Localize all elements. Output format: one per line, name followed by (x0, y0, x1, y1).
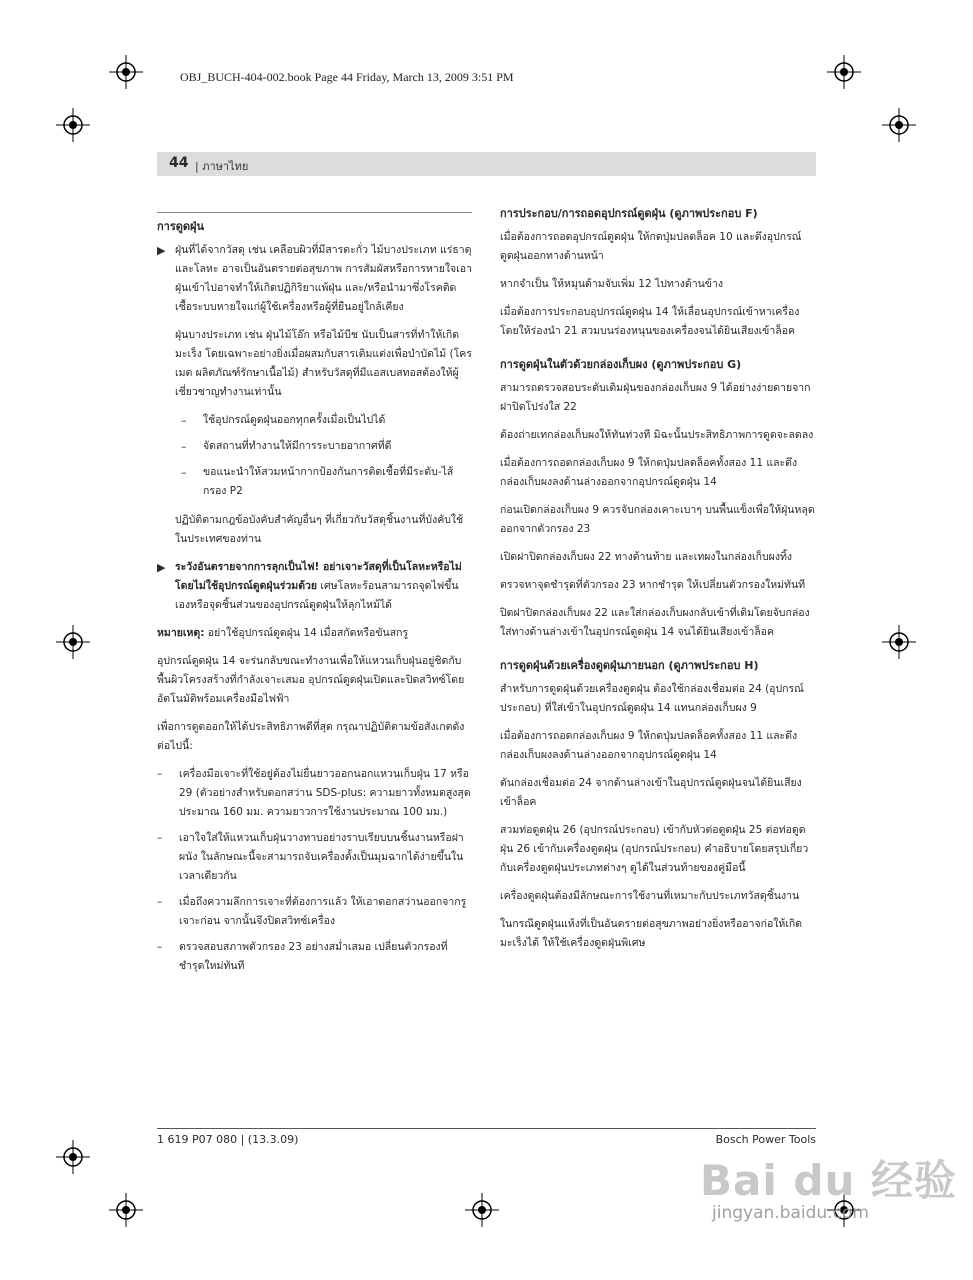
warning-bold-text: ระวังอันตรายจากการลุกเป็นไฟ! อย่าเจาะวัสดุที่เป็นโลหะหรือไม่โดยไม่ใช้อุปกรณ์ดูดฝุ่นร่วมด้วย (175, 561, 462, 592)
registration-mark-icon (56, 625, 90, 659)
registration-mark-icon (109, 1193, 143, 1227)
watermark-logo: Bai du 经验 (700, 1156, 957, 1205)
warning-fire-hazard (157, 558, 472, 615)
document-code: 1 619 P07 080 | (13.3.09) (157, 1133, 299, 1146)
list-item: – เอาใจใส่ให้แหวนเก็บฝุ่นวางทาบอย่างราบเรียบบนชิ้นงานหรือฝาผนัง ในลักษณะนี้จะสามารถจับเครื่องตั้งเป็นมุมฉากได้ง่ายขึ้นในเวลาเดียวกัน (157, 832, 464, 882)
warning-text: ปฏิบัติตามกฎข้อบังคับสำคัญอื่นๆ ที่เกี่ยวกับวัสดุชิ้นงานที่บังคับใช้ในประเทศของท่าน (175, 514, 464, 545)
paragraph: เมื่อต้องการถอดกล่องเก็บผง 9 ให้กดปุ่มปลดล็อคทั้งสอง 11 และดึงกล่องเก็บผงลงด้านล่างออกจากอุปกรณ์ดูดฝุ่น 14 (500, 457, 798, 488)
paragraph: ดันกล่องเชื่อมต่อ 24 จากด้านล่างเข้าในอุปกรณ์ดูดฝุ่นจนได้ยินเสียงเข้าล็อค (500, 777, 802, 808)
list-item: – ตรวจสอบสภาพตัวกรอง 23 อย่างสม่ำเสมอ เปลี่ยนตัวกรองที่ชำรุดใหม่ทันที (157, 941, 448, 972)
note-text: อย่าใช้อุปกรณ์ดูดฝุ่น 14 เมื่อสกัดหรือขันสกรู (204, 627, 409, 639)
paragraph: เมื่อต้องการประกอบอุปกรณ์ดูดฝุ่น 14 ให้เลื่อนอุปกรณ์เข้าหาเครื่องโดยให้ร่องนำ 21 สวมบนร่องหนุนของเครื่องจนได้ยินเสียงเข้าล็อค (500, 306, 800, 337)
warning-text: ฝุ่นบางประเภท เช่น ฝุ่นไม้โอ๊ก หรือไม้บีช นับเป็นสารที่ทำให้เกิดมะเร็ง โดยเฉพาะอย่างยิ่งเมื่อผสมกับสารเติมแต่งเพื่อบำบัดไม้ (โครเมต ผลิตภัณฑ์รักษาเนื้อไม้) สำหรับวัสดุที่มีแอสเบสทอสต้องให้ผู้เชี่ยวชาญทำงานเท่านั้น (175, 329, 472, 398)
language-label: | ภาษาไทย (195, 160, 249, 173)
section-heading: การประกอบ/การถอดอุปกรณ์ดูดฝุ่น (ดูภาพประกอบ F) (500, 207, 758, 220)
warning-arrow-icon: ▶ (157, 244, 166, 257)
registration-mark-icon (56, 1140, 90, 1174)
page-footer (157, 1128, 816, 1146)
registration-mark-icon (109, 55, 143, 89)
warning-text: เศษโลหะร้อนสามารถจุดไฟขึ้นเองหรือจุดชิ้นส่วนของอุปกรณ์ดูดฝุ่นให้ลุกไหม้ได้ (175, 580, 459, 611)
paragraph: เมื่อต้องการถอดอุปกรณ์ดูดฝุ่น ให้กดปุ่มปลดล็อค 10 และดึงอุปกรณ์ดูดฝุ่นออกทางด้านหน้า (500, 231, 802, 262)
registration-mark-icon (465, 1193, 499, 1227)
column-rule (157, 212, 472, 213)
registration-mark-icon (827, 55, 861, 89)
paragraph: เปิดฝาปิดกล่องเก็บผง 22 ทางด้านท้าย และเทผงในกล่องเก็บผงทิ้ง (500, 551, 793, 563)
page-header-bar (157, 152, 816, 176)
paragraph: ก่อนเปิดกล่องเก็บผง 9 ควรจับกล่องเคาะเบาๆ บนพื้นแข็งเพื่อให้ฝุ่นหลุดออกจากตัวกรอง 23 (500, 504, 815, 535)
file-slug: OBJ_BUCH-404-002.book Page 44 Friday, March 13, 2009 3:51 PM (180, 70, 514, 84)
watermark-url: jingyan.baidu.com (712, 1203, 869, 1223)
paragraph: หากจำเป็น ให้หมุนด้ามจับเพิ่ม 12 ไปทางด้านข้าง (500, 278, 723, 290)
left-column (157, 212, 472, 983)
right-column (500, 204, 815, 962)
warning-dust-hazard (157, 241, 472, 549)
list-item: – ใช้อุปกรณ์ดูดฝุ่นออกทุกครั้งเมื่อเป็นไปได้ (181, 414, 386, 427)
paragraph: สวมท่อดูดฝุ่น 26 (อุปกรณ์ประกอบ) เข้ากับหัวต่อดูดฝุ่น 25 ต่อท่อดูดฝุ่น 26 เข้ากับเครื่องดูดฝุ่น (อุปกรณ์ประกอบ) คำอธิบายโดยสรุปเกี่ยวกับเครื่องดูดฝุ่นประเภทต่างๆ ดูได้ในส่วนท้ายของคู่มือนี้ (500, 824, 809, 874)
list-item: – ขอแนะนำให้สวมหน้ากากป้องกันการติดเชื้อที่มีระดับ-ไส้กรอง P2 (181, 466, 454, 497)
section-heading: การดูดฝุ่นด้วยเครื่องดูดฝุ่นภายนอก (ดูภาพประกอบ H) (500, 659, 759, 672)
registration-mark-icon (882, 108, 916, 142)
paragraph: สามารถตรวจสอบระดับเติมฝุ่นของกล่องเก็บผง 9 ได้อย่างง่ายดายจากฝาปิดโปร่งใส 22 (500, 382, 811, 413)
warning-text: ฝุ่นที่ได้จากวัสดุ เช่น เคลือบผิวที่มีสารตะกั่ว ไม้บางประเภท แร่ธาตุ และโลหะ อาจเป็นอันตรายต่อสุขภาพ การสัมผัสหรือการหายใจเอาฝุ่นเข้าไปอาจทำให้เกิดปฏิกิริยาแพ้ฝุ่น และ/หรือนำมาซึ่งโรคติดเชื้อระบบหายใจแก่ผู้ใช้เครื่องหรือผู้ที่ยืนอยู่ใกล้เคียง (175, 244, 472, 313)
paragraph: เพื่อการดูดออกให้ได้ประสิทธิภาพดีที่สุด กรุณาปฏิบัติตามข้อสังเกตดังต่อไปนี้: (157, 721, 465, 752)
note (157, 624, 472, 643)
paragraph: ปิดฝาปิดกล่องเก็บผง 22 และใส่กล่องเก็บผงกลับเข้าที่เดิมโดยจับกล่องใส่ทางด้านล่างเข้าในอุปกรณ์ดูดฝุ่น 14 จนได้ยินเสียงเข้าล็อค (500, 607, 810, 638)
paragraph: สำหรับการดูดฝุ่นด้วยเครื่องดูดฝุ่น ต้องใช้กล่องเชื่อมต่อ 24 (อุปกรณ์ประกอบ) ที่ใส่เข้าในอุปกรณ์ดูดฝุ่น 14 แทนกล่องเก็บผง 9 (500, 683, 804, 714)
paragraph: อุปกรณ์ดูดฝุ่น 14 จะร่นกลับขณะทำงานเพื่อให้แหวนเก็บฝุ่นอยู่ชิดกับพื้นผิวโครงสร้างที่กำลังเจาะเสมอ อุปกรณ์ดูดฝุ่นเปิดและปิดสวิทซ์โดยอัตโนมัติพร้อมเครื่องมือไฟฟ้า (157, 655, 465, 705)
page-number: 44 (169, 155, 189, 171)
list-item: – จัดสถานที่ทำงานให้มีการระบายอากาศที่ดี (181, 440, 392, 453)
paragraph: เมื่อต้องการถอดกล่องเก็บผง 9 ให้กดปุ่มปลดล็อคทั้งสอง 11 และดึงกล่องเก็บผงลงด้านล่างออกจากอุปกรณ์ดูดฝุ่น 14 (500, 730, 798, 761)
registration-mark-icon (882, 625, 916, 659)
note-label: หมายเหตุ: (157, 627, 205, 639)
section-heading: การดูดฝุ่นในตัวด้วยกล่องเก็บผง (ดูภาพประกอบ G) (500, 358, 742, 371)
section-heading-dust-extraction: การดูดฝุ่น (157, 220, 204, 233)
paragraph: ตรวจหาจุดชำรุดที่ตัวกรอง 23 หากชำรุด ให้เปลี่ยนตัวกรองใหม่ทันที (500, 579, 806, 591)
paragraph: เครื่องดูดฝุ่นต้องมีลักษณะการใช้งานที่เหมาะกับประเภทวัสดุชิ้นงาน (500, 890, 800, 902)
list-item: – เครื่องมือเจาะที่ใช้อยู่ต้องไม่ยื่นยาวออกนอกแหวนเก็บฝุ่น 17 หรือ 29 (ตัวอย่างสำหรับดอกสว่าน SDS-plus: ความยาวทั้งหมดสูงสุดประมาณ 160 มม. ความยาวการใช้งานประมาณ 100 มม.) (157, 768, 471, 818)
brand-name: Bosch Power Tools (715, 1133, 816, 1146)
list-item: – เมื่อถึงความลึกการเจาะที่ต้องการแล้ว ให้เอาดอกสว่านออกจากรูเจาะก่อน จากนั้นจึงปิดสวิทซ์เครื่อง (157, 896, 467, 927)
paragraph: ในกรณีดูดฝุ่นแห้งที่เป็นอันตรายต่อสุขภาพอย่างยิ่งหรืออาจก่อให้เกิดมะเร็งได้ ให้ใช้เครื่องดูดฝุ่นพิเศษ (500, 918, 803, 949)
warning-arrow-icon: ▶ (157, 561, 166, 574)
registration-mark-icon (56, 108, 90, 142)
paragraph: ต้องถ่ายเทกล่องเก็บผงให้ทันท่วงที มิฉะนั้นประสิทธิภาพการดูดจะลดลง (500, 429, 814, 441)
